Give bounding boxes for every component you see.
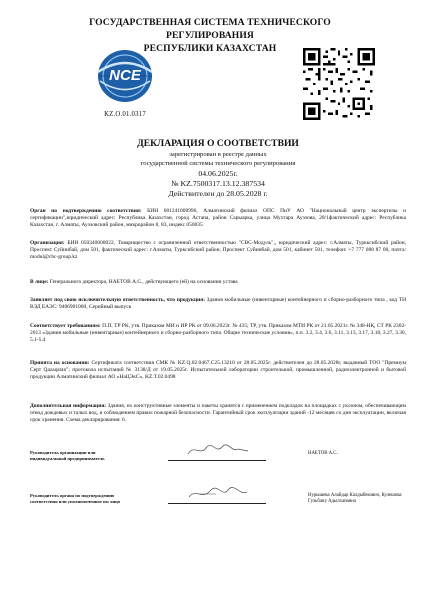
organization-text: БИН 050340000022, Товарищество с ограниченной ответственностью "СВС-Модуль",, юридический адрес: г.Алматы, Туркксибский район, Проспект Суйинбай, дом 501, фактический адрес: г.Алматы, Турксибский район, Проспект Суйинбай, дом 501, кабинет 501, телефон: +7 777 088 87 00, почта: modul@cbc-group.kz	[30, 240, 406, 261]
declaration-number: № KZ.7500317.13.12.387534	[171, 178, 265, 188]
basis-text: Сертификата соответствия СМК № KZ.Q.02.0467.C25.13210 от 28.05.2025г. действителен до 28.05.2028г, выданный ТОО "Премиум Серт Qazaqstan"; протокола испытаний № 3138/Д от 19.05.2025г. Испытательной лаборатории строительной, промышленной, радиоэлектронной и бытовой продукции Алматинский филиал АО «НаЦЭкС», KZ.T.02.0498	[30, 360, 406, 381]
requirements-text: П.П. ТР РК, утв. Приказом МИ и ИР РК от 09.06.2023г. № 435; ТР, утв. Приказом МТИ РК от 21.05.2021г. № 348-НҚ, СТ РК 2302-2013 «Здания мобильные (инвентарные) контейнерного и сборно-разборного типа. Общие технические условия», п.п. 3.2, 3.4, 3.6, 3.11, 3.13, 3.17, 3.18, 3.27, 3.30, 5.1-5.4	[30, 323, 406, 344]
nce-logo-icon	[95, 46, 155, 106]
header-line-1: ГОСУДАРСТВЕННАЯ СИСТЕМА ТЕХНИЧЕСКОГО РЕГУЛИРОВАНИЯ	[89, 17, 331, 41]
registration-info	[100, 151, 336, 199]
declaration-label: Заявляет под свою исключительную ответственность, что продукция:	[30, 297, 206, 303]
certification-body-section	[30, 208, 406, 229]
representative-section	[30, 279, 406, 286]
registration-code: KZ.O.01.0317	[104, 111, 146, 118]
header-line-2: РЕСПУБЛИКИ КАЗАХСТАН	[143, 43, 277, 54]
additional-info-label: Дополнительная информация:	[30, 403, 107, 409]
registry-note: зарегистрирован в реестре данных	[169, 151, 267, 158]
org-head-name: НАЕТОВ А.С.	[308, 451, 338, 456]
body-head-label: Руководитель органа по подтверждению соответствия или уполномоченное им лицо	[30, 493, 121, 504]
registry-system: государственной системы технического регулирования	[140, 159, 296, 167]
basis-section	[30, 360, 406, 381]
body-head-signature-line	[168, 503, 266, 504]
additional-info-text: Здания, их конструктивные элементы и пакеты хранятся с применением подкладок на площадках с уклоном, обеспечивающим отвод дождевых и талых вод, и соблюдением правил пожарной безопасности. Гарантийный срок эксплуатации зданий -12 месяцев со дня эксплуатации, включая срок хранения. Схема декларирования: 6.	[30, 403, 406, 424]
registration-date: 04.06.2025г.	[198, 168, 238, 178]
organization-section	[30, 240, 406, 261]
org-head-label: Руководитель организации или индивидуальный предприниматель	[30, 450, 105, 461]
certification-body-label: Орган по подтверждению соответствия:	[30, 208, 142, 214]
declaration-section	[30, 297, 406, 311]
representative-label: В лице:	[30, 279, 49, 285]
org-head-signature-line	[168, 460, 266, 461]
valid-until: Действителен до 28.05.2028 г.	[168, 188, 268, 198]
requirements-label: Соответствует требованиям:	[30, 323, 101, 329]
body-head-name: Нурышева Алайдар Калдыбекович, Кулешова Гульбану Адылхановна	[308, 493, 402, 504]
additional-info-section	[30, 403, 406, 424]
basis-label: Принята на основании:	[30, 360, 90, 366]
representative-text: Генерального директора, НАЕТОВ А.С., действующего (ей) на основании устава	[48, 279, 238, 285]
qr-code-icon	[303, 48, 375, 120]
svg-text:NCE: NCE	[109, 67, 141, 84]
org-head-signature-icon	[186, 442, 250, 458]
organization-label: Организация:	[30, 240, 65, 246]
body-head-signature-icon	[186, 484, 250, 502]
requirements-section	[30, 323, 406, 344]
certification-body-text: БИН 001241000996, Алматинский филиал ОПС ПиУ АО "Национальный центр экспертизы и сертификации",юридический адрес: Республика Казахстан, город Астана, район Сарыарка, улица Мухтара Ауэзова, 28/1фактический адрес: Республика Казахстан, г. Алматы, Ауэзовский район, микрорайон 8, 83, индекс 050035	[30, 208, 406, 229]
document-title: ДЕКЛАРАЦИЯ О СООТВЕТСТВИИ	[137, 138, 299, 149]
declaration-text: Здания мобильные (инвентарные) контейнерного и сборно-разборного типа , код ТН ВЭД ЕАЭС: 9406901000, Серийный выпуск	[30, 297, 406, 311]
